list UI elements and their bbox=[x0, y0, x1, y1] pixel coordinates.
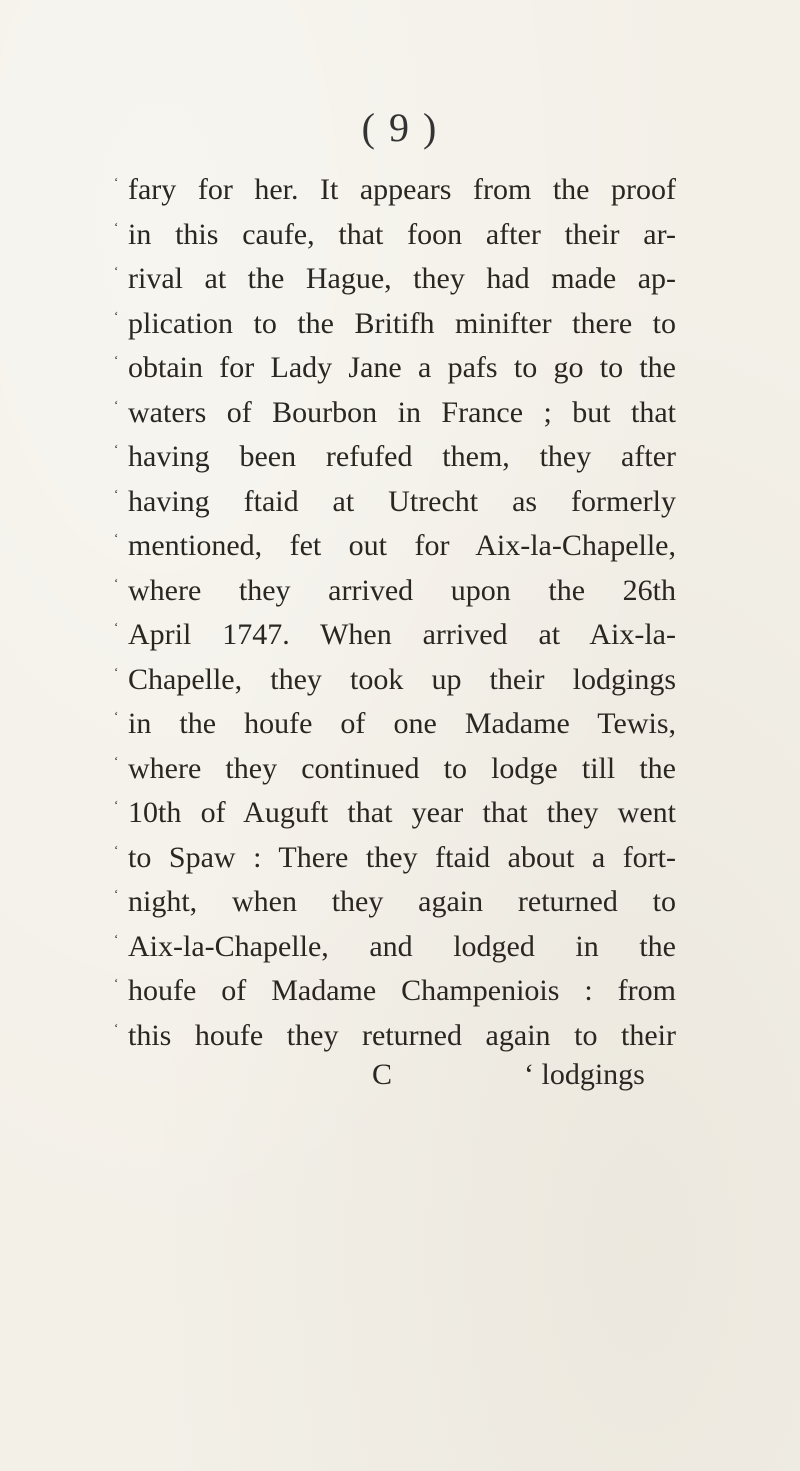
text-line bbox=[114, 435, 676, 480]
text-line bbox=[114, 791, 676, 836]
quote-mark: ‘ bbox=[114, 441, 119, 456]
text-line bbox=[114, 1014, 676, 1059]
quote-mark: ‘ bbox=[114, 1019, 119, 1035]
page-number: ( 9 ) bbox=[361, 105, 439, 150]
text-line bbox=[114, 613, 676, 658]
line-text: mentioned, fet out for Aix-la-Chapelle, bbox=[128, 529, 676, 562]
line-text: plication to the Britifh minifter there to bbox=[128, 306, 676, 340]
text-line bbox=[114, 747, 676, 792]
line-text: night, when they again returned to bbox=[128, 885, 676, 918]
quote-mark: ‘ bbox=[114, 708, 119, 723]
quote-mark: ‘ bbox=[114, 530, 119, 545]
line-text: to Spaw : There they ftaid about a fort- bbox=[128, 840, 676, 874]
text-line bbox=[114, 569, 676, 614]
line-text: 10th of Auguft that year that they went bbox=[128, 796, 676, 829]
line-text: this houfe they returned again to their bbox=[128, 1018, 676, 1052]
line-text: where they continued to lodge till the bbox=[128, 751, 676, 785]
quote-mark: ‘ bbox=[114, 174, 119, 189]
signature-mark: C bbox=[372, 1058, 393, 1091]
quote-mark: ‘ bbox=[114, 663, 119, 679]
quote-mark: ‘ bbox=[114, 930, 119, 946]
line-text: rival at the Hague, they had made ap- bbox=[128, 262, 676, 295]
line-text: having been refufed them, they after bbox=[128, 440, 676, 473]
quote-mark: ‘ bbox=[114, 396, 119, 412]
text-line bbox=[114, 302, 676, 347]
line-text: houfe of Madame Champeniois : from bbox=[128, 974, 676, 1007]
quote-mark: ‘ bbox=[114, 619, 119, 634]
line-text: obtain for Lady Jane a pafs to go to the bbox=[128, 351, 676, 384]
quote-mark: ‘ bbox=[114, 797, 119, 812]
text-line bbox=[114, 836, 676, 881]
line-text: fary for her. It appears from the proof bbox=[128, 173, 676, 206]
line-text: in this caufe, that foon after their ar- bbox=[128, 217, 676, 251]
quote-mark: ‘ bbox=[114, 841, 119, 857]
quote-mark: ‘ bbox=[114, 352, 119, 367]
quote-mark: ‘ bbox=[114, 307, 119, 323]
text-line bbox=[114, 346, 676, 391]
text-line bbox=[114, 213, 676, 258]
text-line bbox=[114, 658, 676, 703]
body-text bbox=[114, 168, 676, 1058]
quote-mark: ‘ bbox=[114, 263, 119, 278]
text-line bbox=[114, 524, 676, 569]
quote-mark: ‘ bbox=[114, 886, 119, 901]
text-line bbox=[114, 257, 676, 302]
text-line bbox=[114, 925, 676, 970]
line-text: where they arrived upon the 26th bbox=[128, 573, 676, 607]
quote-mark: ‘ bbox=[114, 218, 119, 234]
quote-mark: ‘ bbox=[114, 752, 119, 768]
text-line bbox=[114, 480, 676, 525]
text-line bbox=[114, 391, 676, 436]
text-line bbox=[114, 969, 676, 1014]
catchword: ‘ lodgings bbox=[524, 1058, 645, 1091]
quote-mark: ‘ bbox=[114, 485, 119, 501]
text-line bbox=[114, 702, 676, 747]
quote-mark: ‘ bbox=[114, 574, 119, 590]
line-text: April 1747. When arrived at Aix-la- bbox=[128, 618, 676, 651]
line-text: in the houfe of one Madame Tewis, bbox=[128, 707, 676, 740]
footer-line bbox=[128, 1053, 676, 1097]
text-line bbox=[114, 880, 676, 925]
line-text: having ftaid at Utrecht as formerly bbox=[128, 484, 676, 518]
line-text: Aix-la-Chapelle, and lodged in the bbox=[128, 929, 676, 963]
line-text: Chapelle, they took up their lodgings bbox=[128, 662, 676, 696]
quote-mark: ‘ bbox=[114, 975, 119, 990]
text-line bbox=[114, 168, 676, 213]
line-text: waters of Bourbon in France ; but that bbox=[128, 395, 676, 429]
